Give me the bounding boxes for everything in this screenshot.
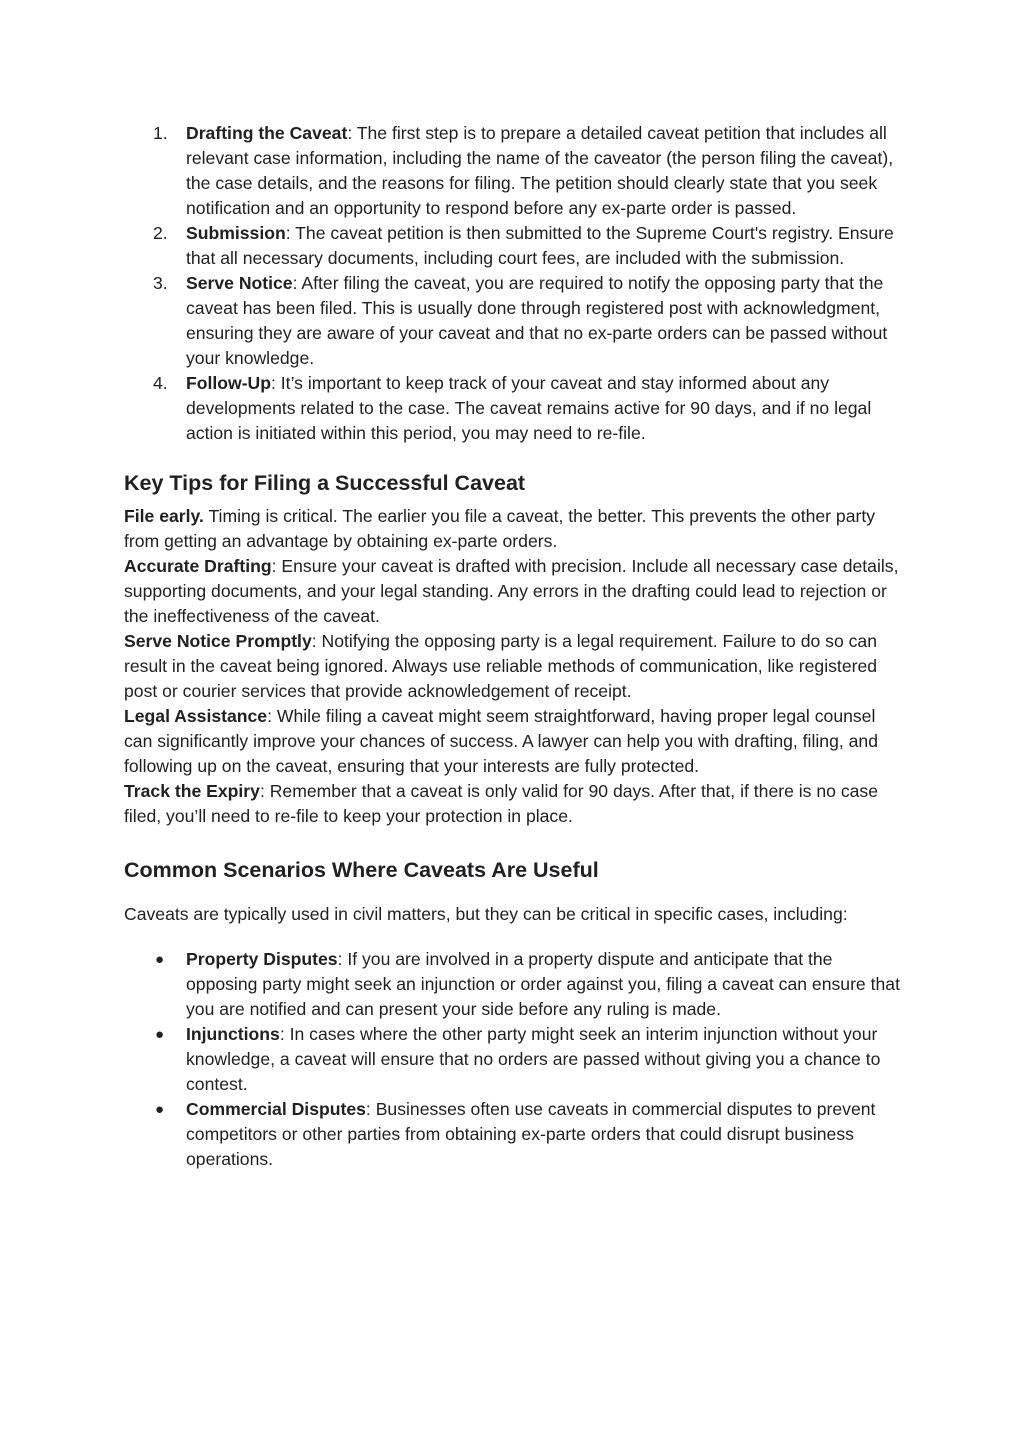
step-text: : After filing the caveat, you are required to notify the opposing party that the caveat has been filed. This is usually done through registered post with acknowledgment, ensuring they are aware of your caveat and that no ex-parte orders can be passed without your knowledge. [186, 273, 888, 368]
bullet-icon: ● [155, 1026, 165, 1043]
list-item [124, 1097, 900, 1172]
list-item [124, 947, 900, 1022]
tip-title: Accurate Drafting [124, 556, 272, 576]
list-number: 2. [153, 223, 168, 243]
tip-text: : Notifying the opposing party is a legal requirement. Failure to do so can result in the caveat being ignored. Always use reliable methods of communication, like registered post or courier services that provide acknowledgement of receipt. [124, 631, 878, 701]
tip-title: File early. [124, 506, 204, 526]
tip-text: : Remember that a caveat is only valid for 90 days. After that, if there is no case filed, you’ll need to re-file to keep your protection in place. [124, 781, 878, 826]
scenario-title: Injunctions [186, 1024, 280, 1044]
scenario-title: Commercial Disputes [186, 1099, 366, 1119]
filing-steps-list [124, 121, 900, 446]
tips-heading: Key Tips for Filing a Successful Caveat [124, 471, 526, 495]
scenarios-intro: Caveats are typically used in civil matters, but they can be critical in specific cases, including: [124, 904, 848, 924]
step-title: Serve Notice [186, 273, 293, 293]
scenario-text: : If you are involved in a property dispute and anticipate that the opposing party might seek an injunction or order against you, filing a caveat can ensure that you are notified and can present your side before any ruling is made. [186, 949, 900, 1019]
step-title: Submission [186, 223, 286, 243]
list-item [124, 121, 900, 221]
list-number: 3. [153, 273, 168, 293]
step-text: : It’s important to keep track of your caveat and stay informed about any developments related to the case. The caveat remains active for 90 days, and if no legal action is initiated within this period, you may need to re-file. [186, 373, 872, 443]
tip-paragraph [124, 504, 900, 554]
tips-section [124, 504, 900, 829]
tip-text: : Ensure your caveat is drafted with precision. Include all necessary case details, supporting documents, and your legal standing. Any errors in the drafting could lead to rejection or the ineffectiveness of the caveat. [124, 556, 899, 626]
tip-text: Timing is critical. The earlier you file a caveat, the better. This prevents the other party from getting an advantage by obtaining ex-parte orders. [124, 506, 876, 551]
tip-paragraph [124, 629, 900, 704]
tip-paragraph [124, 704, 900, 779]
step-text: : The caveat petition is then submitted to the Supreme Court's registry. Ensure that all necessary documents, including court fees, are included with the submission. [186, 223, 894, 268]
list-number: 1. [153, 123, 168, 143]
tip-paragraph [124, 554, 900, 629]
list-item [124, 271, 900, 371]
list-item [124, 1022, 900, 1097]
step-text: : The first step is to prepare a detailed caveat petition that includes all relevant case information, including the name of the caveator (the person filing the caveat), the case details, and the reasons for filing. The petition should clearly state that you seek notification and an opportunity to respond before any ex-parte order is passed. [186, 123, 894, 218]
tip-paragraph [124, 779, 900, 829]
bullet-icon: ● [155, 951, 165, 968]
tip-title: Legal Assistance [124, 706, 268, 726]
tip-text: : While filing a caveat might seem straightforward, having proper legal counsel can significantly improve your chances of success. A lawyer can help you with drafting, filing, and following up on the caveat, ensuring that your interests are fully protected. [124, 706, 878, 776]
list-item [124, 371, 900, 446]
step-title: Follow-Up [186, 373, 272, 393]
document-page [124, 121, 900, 1172]
scenarios-list [124, 947, 900, 1172]
tip-title: Track the Expiry [124, 781, 260, 801]
step-title: Drafting the Caveat [186, 123, 348, 143]
bullet-icon: ● [155, 1101, 165, 1118]
scenarios-heading: Common Scenarios Where Caveats Are Useful [124, 858, 599, 882]
scenario-text: : Businesses often use caveats in commercial disputes to prevent competitors or other parties from obtaining ex-parte orders that could disrupt business operations. [186, 1099, 876, 1169]
list-item [124, 221, 900, 271]
list-number: 4. [153, 373, 168, 393]
tip-title: Serve Notice Promptly [124, 631, 312, 651]
scenario-text: : In cases where the other party might seek an interim injunction without your knowledge, a caveat will ensure that no orders are passed without giving you a chance to contest. [186, 1024, 881, 1094]
scenario-title: Property Disputes [186, 949, 338, 969]
